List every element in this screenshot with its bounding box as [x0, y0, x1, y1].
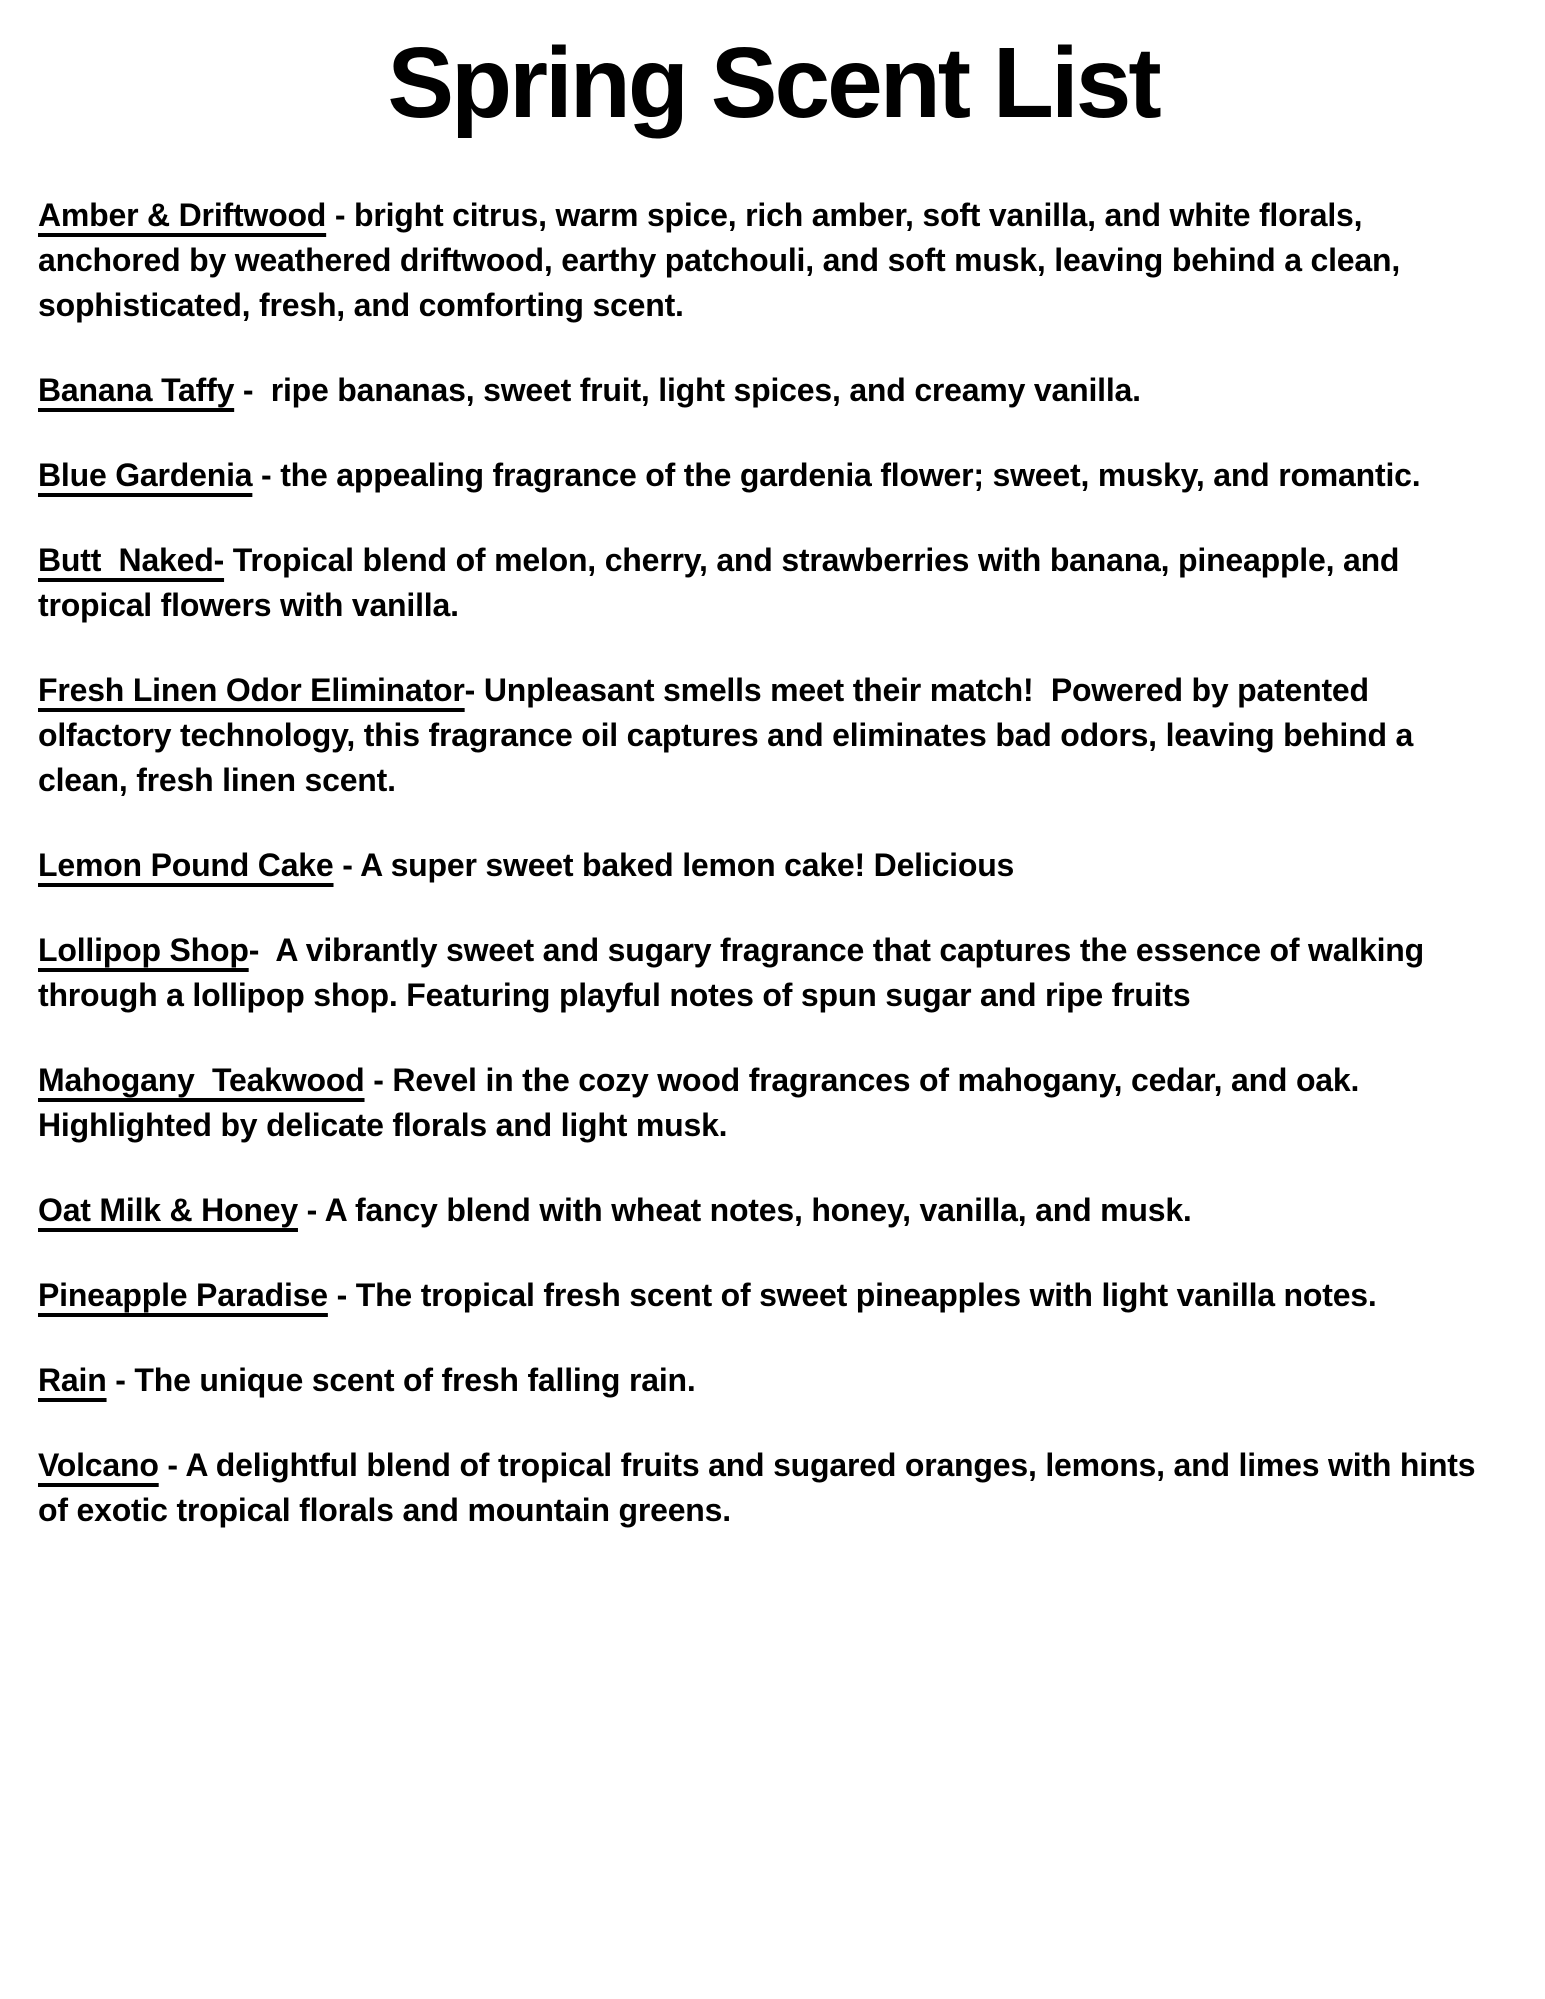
scent-description: Revel in the cozy wood fragrances of mahogany, cedar, and oak. Highlighted by delicate florals and light musk.: [38, 1062, 1368, 1143]
scent-entry: [38, 1188, 1508, 1233]
scent-separator: -: [252, 457, 281, 493]
scent-name: Fresh Linen Odor Eliminator: [38, 672, 465, 708]
scent-description: bright citrus, warm spice, rich amber, soft vanilla, and white florals, anchored by weathered driftwood, earthy patchouli, and soft musk, leaving behind a clean, sophisticated, fresh, and comforting scent.: [38, 197, 1409, 323]
scent-description: Unpleasant smells meet their match! Powered by patented olfactory technology, this fragrance oil captures and eliminates bad odors, leaving behind a clean, fresh linen scent.: [38, 672, 1422, 798]
scent-entry: [38, 1273, 1508, 1318]
scent-name: Rain: [38, 1362, 107, 1398]
scent-description: A delightful blend of tropical fruits and sugared oranges, lemons, and limes with hints of exotic tropical florals and mountain greens.: [38, 1447, 1485, 1528]
scent-description: Tropical blend of melon, cherry, and strawberries with banana, pineapple, and tropical flowers with vanilla.: [38, 542, 1408, 623]
scent-entry: [38, 1058, 1508, 1148]
scent-separator: -: [297, 1192, 325, 1228]
scent-separator: -: [234, 372, 271, 408]
scent-separator: -: [158, 1447, 186, 1483]
scent-description: A super sweet baked lemon cake! Delicious: [360, 847, 1015, 883]
scent-entry: [38, 1358, 1508, 1403]
scent-description: A vibrantly sweet and sugary fragrance that captures the essence of walking through a lollipop shop. Featuring playful notes of spun sugar and ripe fruits: [38, 932, 1433, 1013]
scent-name: Mahogany Teakwood: [38, 1062, 365, 1098]
scent-description: ripe bananas, sweet fruit, light spices, and creamy vanilla.: [270, 372, 1141, 408]
scent-separator: -: [364, 1062, 393, 1098]
scent-entry: [38, 538, 1508, 628]
scent-separator: -: [248, 932, 276, 968]
scent-description: The tropical fresh scent of sweet pineapples with light vanilla notes.: [355, 1277, 1377, 1313]
scent-entry: [38, 928, 1508, 1018]
scent-separator: -: [106, 1362, 135, 1398]
scent-entry: [38, 1443, 1508, 1533]
scent-separator: -: [333, 847, 361, 883]
scent-name: Blue Gardenia: [38, 457, 253, 493]
scent-separator: [224, 542, 233, 578]
scent-separator: -: [464, 672, 484, 708]
scent-name: Volcano: [38, 1447, 159, 1483]
page-title: Spring Scent List: [387, 27, 1159, 139]
scent-description: The unique scent of fresh falling rain.: [134, 1362, 696, 1398]
scent-entry: [38, 368, 1508, 413]
scent-name: Pineapple Paradise: [38, 1277, 328, 1313]
scent-name: Oat Milk & Honey: [38, 1192, 298, 1228]
scent-separator: -: [326, 197, 354, 233]
scent-name: Lollipop Shop: [38, 932, 249, 968]
scent-description: A fancy blend with wheat notes, honey, vanilla, and musk.: [324, 1192, 1192, 1228]
scent-entry: [38, 843, 1508, 888]
scent-entry: [38, 668, 1508, 803]
scent-name: Butt Naked-: [38, 542, 225, 578]
scent-name: Lemon Pound Cake: [38, 847, 334, 883]
scent-separator: -: [327, 1277, 356, 1313]
scent-entry: [38, 193, 1508, 328]
scent-description: the appealing fragrance of the gardenia flower; sweet, musky, and romantic.: [280, 457, 1421, 493]
scent-name: Banana Taffy: [38, 372, 235, 408]
scent-name: Amber & Driftwood: [38, 197, 327, 233]
scent-entry: [38, 453, 1508, 498]
